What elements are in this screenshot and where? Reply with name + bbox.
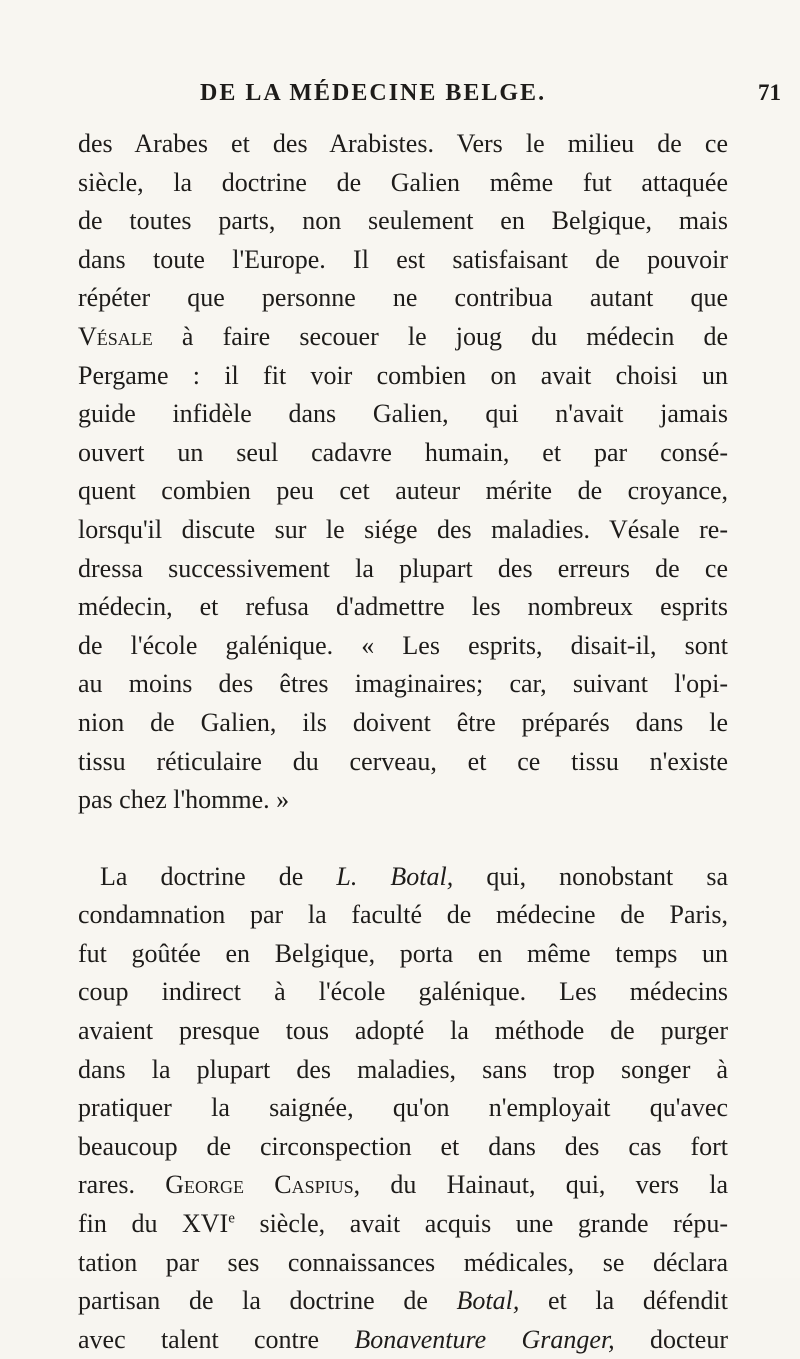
- text-line: médecin, et refusa d'admettre les nombreux esprits: [78, 592, 728, 622]
- name-bonaventure-granger: Bonaventure Granger,: [354, 1324, 615, 1354]
- text-line: coup indirect à l'école galénique. Les médecins: [78, 977, 728, 1007]
- text-line: pratiquer la saignée, qu'on n'employait qu'avec: [78, 1093, 728, 1123]
- name-botal: Botal,: [456, 1286, 520, 1316]
- text-line: tation par ses connaissances médicales, se déclara: [78, 1247, 728, 1277]
- paragraph-2: [78, 858, 728, 1359]
- text-line: guide infidèle dans Galien, qui n'avait jamais: [78, 399, 728, 429]
- text-line: ouvert un seul cadavre humain, et par consé-: [78, 437, 728, 467]
- text-line: avec talent contre Bonaventure Granger, docteur: [78, 1324, 728, 1354]
- text-line: de l'école galénique. « Les esprits, disait-il, sont: [78, 630, 728, 660]
- text-line: pas chez l'homme. »: [78, 785, 290, 815]
- text-line: dans la plupart des maladies, sans trop songer à: [78, 1054, 728, 1084]
- text-line: au moins des êtres imaginaires; car, suivant l'opi-: [78, 669, 728, 699]
- text-line: fin du XVIe siècle, avait acquis une grande répu-: [78, 1209, 728, 1239]
- running-head: [0, 70, 800, 110]
- text-line: fut goûtée en Belgique, porta en même temps un: [78, 938, 728, 968]
- text-line: de toutes parts, non seulement en Belgique, mais: [78, 206, 728, 236]
- text-line: dans toute l'Europe. Il est satisfaisant de pouvoir: [78, 244, 728, 274]
- text-line: dressa successivement la plupart des erreurs de ce: [78, 553, 728, 583]
- page-number: 71: [758, 80, 781, 105]
- paragraph-gap: [78, 820, 728, 858]
- text-line: tissu réticulaire du cerveau, et ce tissu n'existe: [78, 746, 728, 776]
- running-title: DE LA MÉDECINE BELGE.: [200, 80, 547, 106]
- text-line: siècle, la doctrine de Galien même fut attaquée: [78, 167, 728, 197]
- body-text: [78, 125, 728, 1359]
- text-line: avaient presque tous adopté la méthode de purger: [78, 1016, 728, 1046]
- text-line: nion de Galien, ils doivent être préparés dans le: [78, 707, 728, 737]
- paragraph-1: [78, 125, 728, 820]
- text-line: lorsqu'il discute sur le siége des maladies. Vésale re-: [78, 514, 728, 544]
- name-george-caspius: George Caspius,: [165, 1170, 361, 1200]
- name-botal: L. Botal,: [336, 861, 454, 891]
- text-line: Vésale à faire secouer le joug du médecin de: [78, 321, 728, 351]
- text-line: partisan de la doctrine de Botal, et la défendit: [78, 1286, 728, 1316]
- text-line: quent combien peu cet auteur mérite de croyance,: [78, 476, 728, 506]
- text-line: beaucoup de circonspection et dans des cas fort: [78, 1131, 728, 1161]
- text-line: La doctrine de L. Botal, qui, nonobstant sa: [100, 861, 728, 891]
- name-vesale: Vésale: [78, 321, 153, 351]
- text-line: répéter que personne ne contribua autant que: [78, 283, 728, 313]
- text-line: rares. George Caspius, du Hainaut, qui, vers la: [78, 1170, 729, 1200]
- text-line: condamnation par la faculté de médecine de Paris,: [78, 900, 728, 930]
- text-line: des Arabes et des Arabistes. Vers le milieu de ce: [78, 129, 728, 158]
- text-line: Pergame : il fit voir combien on avait choisi un: [78, 360, 728, 390]
